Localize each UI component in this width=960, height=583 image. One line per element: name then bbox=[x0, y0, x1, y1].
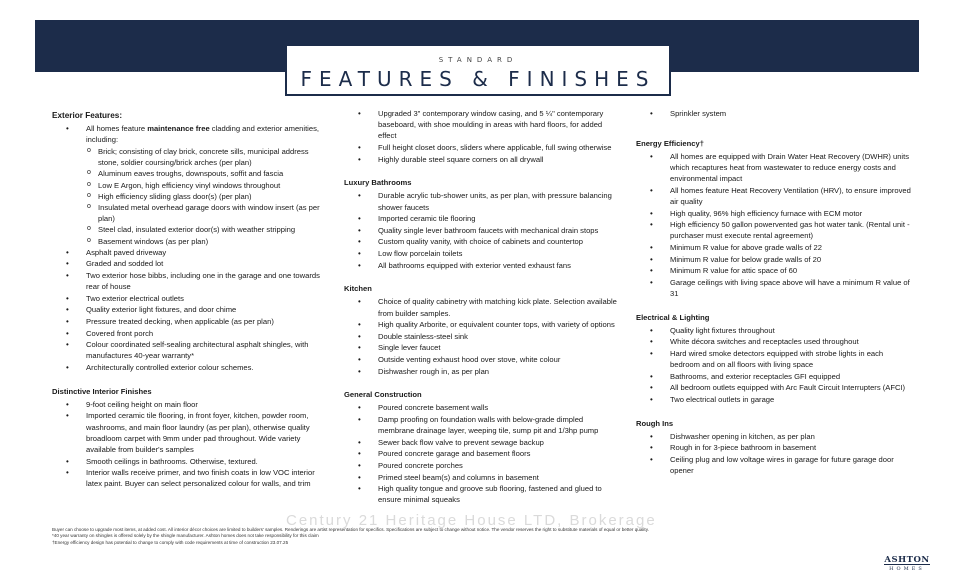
list-item: • Minimum R value for attic space of 60 bbox=[636, 265, 912, 276]
column-3 bbox=[636, 108, 912, 477]
list-item: • 9-foot ceiling height on main floor bbox=[52, 399, 324, 410]
list-item: • Poured concrete porches bbox=[344, 460, 620, 471]
exterior-heading: Exterior Features: bbox=[52, 111, 123, 120]
list-item: • Bathrooms, and exterior receptacles GFI equipped bbox=[636, 371, 912, 382]
title-small: STANDARD bbox=[438, 56, 518, 64]
sub-list-item: o Steel clad, insulated exterior door(s) with weather stripping bbox=[52, 224, 324, 235]
list-item: • Imported ceramic tile flooring bbox=[344, 213, 620, 224]
list-item: • Custom quality vanity, with choice of cabinets and countertop bbox=[344, 236, 620, 247]
rough-ins-list bbox=[636, 431, 912, 477]
list-item: • Poured concrete garage and basement floors bbox=[344, 448, 620, 459]
sub-list-item: o Insulated metal overhead garage doors with window insert (as per plan) bbox=[52, 202, 324, 224]
list-item: • Imported ceramic tile flooring, in front foyer, kitchen, powder room, washrooms, and main floor laundry (as per plan), otherwise quality broadloom carpet with 9mm under pad throughout. Wide variety available from builder's samples bbox=[52, 410, 324, 455]
footnote: Buyer can choose to upgrade most items, at added cost. All interior décor choices are limited to builders' samples. Renderings are artist representation for specifics. Specifications are subject to change without notice. The vendor reserves the right to substitute materials of equal or better quality. bbox=[52, 527, 649, 532]
list-item: • Outside venting exhaust hood over stove, white colour bbox=[344, 354, 620, 365]
logo-line-2: HOMES bbox=[884, 564, 930, 573]
list-item: • All bedroom outlets equipped with Arc Fault Circuit Interrupters (AFCI) bbox=[636, 382, 912, 393]
list-item: • Quality light fixtures throughout bbox=[636, 325, 912, 336]
list-item: • All homes feature maintenance free cladding and exterior amenities, including: bbox=[52, 123, 324, 145]
list-item: • Rough in for 3-piece bathroom in basement bbox=[636, 442, 912, 453]
sub-list-item: o Low E Argon, high efficiency vinyl windows throughout bbox=[52, 180, 324, 191]
page-title: FEATURES & FINISHES bbox=[300, 67, 656, 91]
list-item: • Poured concrete basement walls bbox=[344, 402, 620, 413]
logo-line-1: ASHTON bbox=[884, 555, 930, 565]
ashton-homes-logo bbox=[884, 556, 930, 573]
construction-list bbox=[344, 402, 620, 505]
list-item: • Smooth ceilings in bathrooms. Otherwise, textured. bbox=[52, 456, 324, 467]
footnote: *40 year warranty on shingles is offered solely by the shingle manufacturer. Ashton homes does not take responsibility for this claim bbox=[52, 533, 319, 539]
list-item: • Upgraded 3" contemporary window casing, and 5 ¼" contemporary baseboard, with shoe moulding in areas with hard floors, for added effect bbox=[344, 108, 620, 142]
interior-list bbox=[52, 399, 324, 490]
finishes-list bbox=[344, 108, 620, 165]
watermark: Century 21 Heritage House LTD, Brokerage bbox=[286, 512, 657, 529]
list-item: • Quality exterior light fixtures, and door chime bbox=[52, 304, 324, 315]
list-item: • Two exterior electrical outlets bbox=[52, 293, 324, 304]
list-item: • Two electrical outlets in garage bbox=[636, 394, 912, 405]
sub-list-item: o Basement windows (as per plan) bbox=[52, 236, 324, 247]
list-item: • Two exterior hose bibbs, including one in the garage and one towards rear of house bbox=[52, 270, 324, 292]
list-item: • Graded and sodded lot bbox=[52, 258, 324, 269]
column-2 bbox=[344, 108, 620, 506]
list-item: • Durable acrylic tub-shower units, as per plan, with pressure balancing shower faucets bbox=[344, 190, 620, 212]
list-item: • Low flow porcelain toilets bbox=[344, 248, 620, 259]
list-item: • Sewer back flow valve to prevent sewage backup bbox=[344, 437, 620, 448]
rough-ins-heading: Rough Ins bbox=[636, 418, 674, 428]
list-item: • High quality tongue and groove sub flooring, fastened and glued to ensure minimal squeaks bbox=[344, 483, 620, 505]
list-item: • Dishwasher opening in kitchen, as per plan bbox=[636, 431, 912, 442]
sub-list-item: o Aluminum eaves troughs, downspouts, soffit and fascia bbox=[52, 168, 324, 179]
list-item: • Primed steel beam(s) and columns in basement bbox=[344, 472, 620, 483]
list-item: • All homes are equipped with Drain Water Heat Recovery (DWHR) units which recaptures heat from wastewater to reduce energy costs and environmental impact bbox=[636, 151, 912, 185]
list-item: • High efficiency 50 gallon powervented gas hot water tank. (Rental unit - purchaser must execute rental agreement) bbox=[636, 219, 912, 241]
list-item: • Ceiling plug and low voltage wires in garage for future garage door opener bbox=[636, 454, 912, 476]
bathrooms-list bbox=[344, 190, 620, 270]
energy-list bbox=[636, 151, 912, 299]
sub-list-item: o Brick; consisting of clay brick, concrete sills, municipal address stone, soldier coursing/brick arches (per plan) bbox=[52, 146, 324, 168]
title-box bbox=[285, 44, 671, 96]
list-item: • Single lever faucet bbox=[344, 342, 620, 353]
list-item: • Quality single lever bathroom faucets with mechanical drain stops bbox=[344, 225, 620, 236]
list-item: • Minimum R value for below grade walls of 20 bbox=[636, 254, 912, 265]
list-item: • Hard wired smoke detectors equipped with strobe lights in each bedroom and on all floors with living space bbox=[636, 348, 912, 370]
list-item: • Damp proofing on foundation walls with below-grade dimpled membrane drainage layer, weeping tile, sump pit and 1/3hp pump bbox=[344, 414, 620, 436]
footnote: †Energy efficiency design has potential to change to comply with code requirements at time of construction 23.07.25 bbox=[52, 539, 289, 545]
misc-list bbox=[636, 108, 912, 119]
exterior-list bbox=[52, 123, 324, 373]
list-item: • High quality, 96% high efficiency furnace with ECM motor bbox=[636, 208, 912, 219]
list-item: • Asphalt paved driveway bbox=[52, 247, 324, 258]
list-item: • Choice of quality cabinetry with matching kick plate. Selection available from builder samples. bbox=[344, 296, 620, 318]
list-item: • Interior walls receive primer, and two finish coats in low VOC interior latex paint. Buyer can select personalized colour for walls, and trim bbox=[52, 467, 324, 489]
sub-list-item: o High efficiency sliding glass door(s) (per plan) bbox=[52, 191, 324, 202]
column-1 bbox=[52, 108, 324, 490]
list-item: • Architecturally controlled exterior colour schemes. bbox=[52, 362, 324, 373]
list-item: • Sprinkler system bbox=[636, 108, 912, 119]
interior-heading: Distinctive Interior Finishes bbox=[52, 386, 152, 396]
list-item: • Pressure treated decking, when applicable (as per plan) bbox=[52, 316, 324, 327]
list-item: • White décora switches and receptacles used throughout bbox=[636, 336, 912, 347]
list-item: • Dishwasher rough in, as per plan bbox=[344, 366, 620, 377]
list-item: • Full height closet doors, sliders where applicable, full swing otherwise bbox=[344, 142, 620, 153]
bathrooms-heading: Luxury Bathrooms bbox=[344, 178, 412, 188]
kitchen-list bbox=[344, 296, 620, 376]
construction-heading: General Construction bbox=[344, 390, 422, 400]
kitchen-heading: Kitchen bbox=[344, 284, 372, 294]
list-item: • Double stainless-steel sink bbox=[344, 331, 620, 342]
list-item: • All bathrooms equipped with exterior vented exhaust fans bbox=[344, 260, 620, 271]
list-item: • Garage ceilings with living space above will have a minimum R value of 31 bbox=[636, 277, 912, 299]
energy-heading: Energy Efficiency† bbox=[636, 138, 704, 148]
list-item: • Colour coordinated self-sealing architectural asphalt shingles, with manufactures 40-year warranty* bbox=[52, 339, 324, 361]
electrical-heading: Electrical & Lighting bbox=[636, 312, 710, 322]
list-item: • High quality Arborite, or equivalent counter tops, with variety of options bbox=[344, 319, 620, 330]
list-item: • Covered front porch bbox=[52, 328, 324, 339]
electrical-list bbox=[636, 325, 912, 405]
footnotes bbox=[52, 527, 752, 546]
list-item: • All homes feature Heat Recovery Ventilation (HRV), to ensure improved air quality bbox=[636, 185, 912, 207]
list-item: • Minimum R value for above grade walls of 22 bbox=[636, 242, 912, 253]
list-item: • Highly durable steel square corners on all drywall bbox=[344, 154, 620, 165]
